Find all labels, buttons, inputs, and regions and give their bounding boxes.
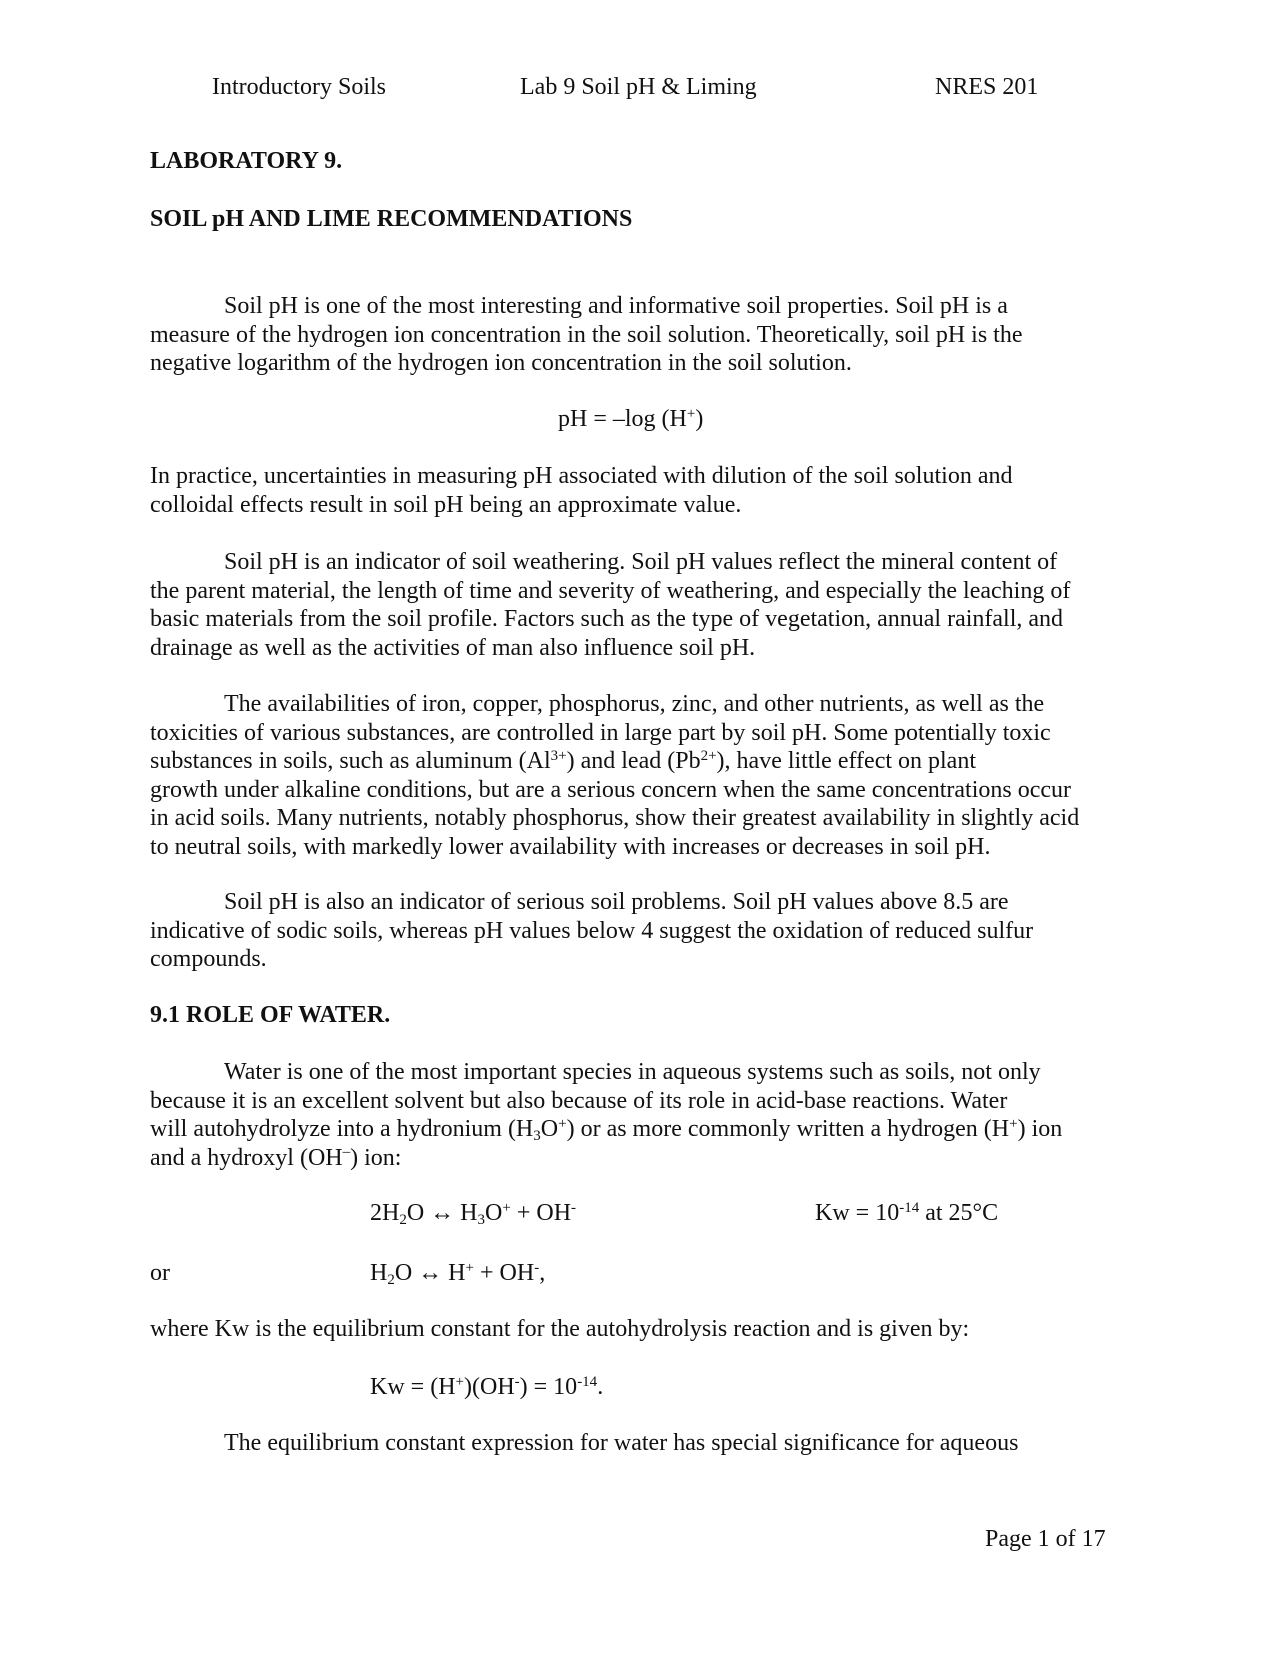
lab-title: LABORATORY 9. — [150, 148, 343, 174]
simplified-equation: $H_2O$ ↔ H+ + OH-, — [370, 1259, 546, 1288]
paragraph-problems: Soil pH is also an indicator of serious soil problems. Soil pH values above 8.5 are indicative of sodic soils, whereas pH values below 4 suggest the oxidation of reduced sulfur compounds. — [150, 889, 1034, 972]
header-course-code: NRES 201 — [935, 74, 1039, 100]
page-number: Page 1 of 17 — [985, 1526, 1106, 1552]
header-lab-title: Lab 9 Soil pH & Liming — [520, 74, 757, 100]
ph-equation: pH = –log (H+) — [558, 405, 704, 432]
paragraph-intro: Soil pH is one of the most interesting and informative soil properties. Soil pH is a measure of the hydrogen ion concentration in the soil solution. Theoretically, soil pH is the negative logarithm of the hydrogen ion concentration in the soil solution. — [150, 293, 1023, 376]
kw-value: $Kw = 10^{-14}$ at 25°C — [815, 1199, 999, 1226]
paragraph-equilibrium: The equilibrium constant expression for water has special significance for aqueous — [224, 1430, 1019, 1456]
paragraph-weathering: Soil pH is an indicator of soil weathering. Soil pH values reflect the mineral content of the parent material, the length of time and severity of weathering, and especially the leaching of basic materials from the soil profile. Factors such as the type of vegetation, annual rainfall, and drainage as well as the activities of man also influence soil pH. — [150, 549, 1071, 661]
lab-subtitle: SOIL pH AND LIME RECOMMENDATIONS — [150, 206, 633, 232]
paragraph-practice: In practice, uncertainties in measuring pH associated with dilution of the soil solution and colloidal effects result in soil pH being an approximate value. — [150, 463, 1013, 518]
autohydrolysis-equation: $2H_2O$ ↔ $H_3O^+ + OH^-$ — [370, 1199, 577, 1228]
paragraph-availability: The availabilities of iron, copper, phosphorus, zinc, and other nutrients, as well as the toxicities of various substances, are controlled in large part by soil pH. Some potentially toxic substances in soils, such as aluminum $(Al^{3+})$ and lead $(Pb^{2+})$, have little effect on plant growth under alkaline conditions, but are a serious concern when the same concentrations occur in acid soils. Many nutrients, notably phosphorus, show their greatest availability in slightly acid to neutral soils, with markedly lower availability with increases or decreases in soil pH. — [150, 691, 1080, 860]
paragraph-kw-definition: where Kw is the equilibrium constant for the autohydrolysis reaction and is given by: — [150, 1316, 970, 1342]
header-course: Introductory Soils — [212, 74, 386, 100]
section-heading: 9.1 ROLE OF WATER. — [150, 1002, 391, 1028]
paragraph-water: Water is one of the most important species in aqueous systems such as soils, not only because it is an excellent solvent but also because of its role in acid-base reactions. Water will autohydrolyze into a hydronium $(H_3O^+)$ or as more commonly written a hydrogen (H+) ion and a hydroxyl (OH–) ion: — [150, 1059, 1063, 1171]
or-label: or — [150, 1260, 170, 1286]
kw-expression: $Kw = (H^+)(OH^-) = 10^{-14}$. — [370, 1373, 604, 1400]
